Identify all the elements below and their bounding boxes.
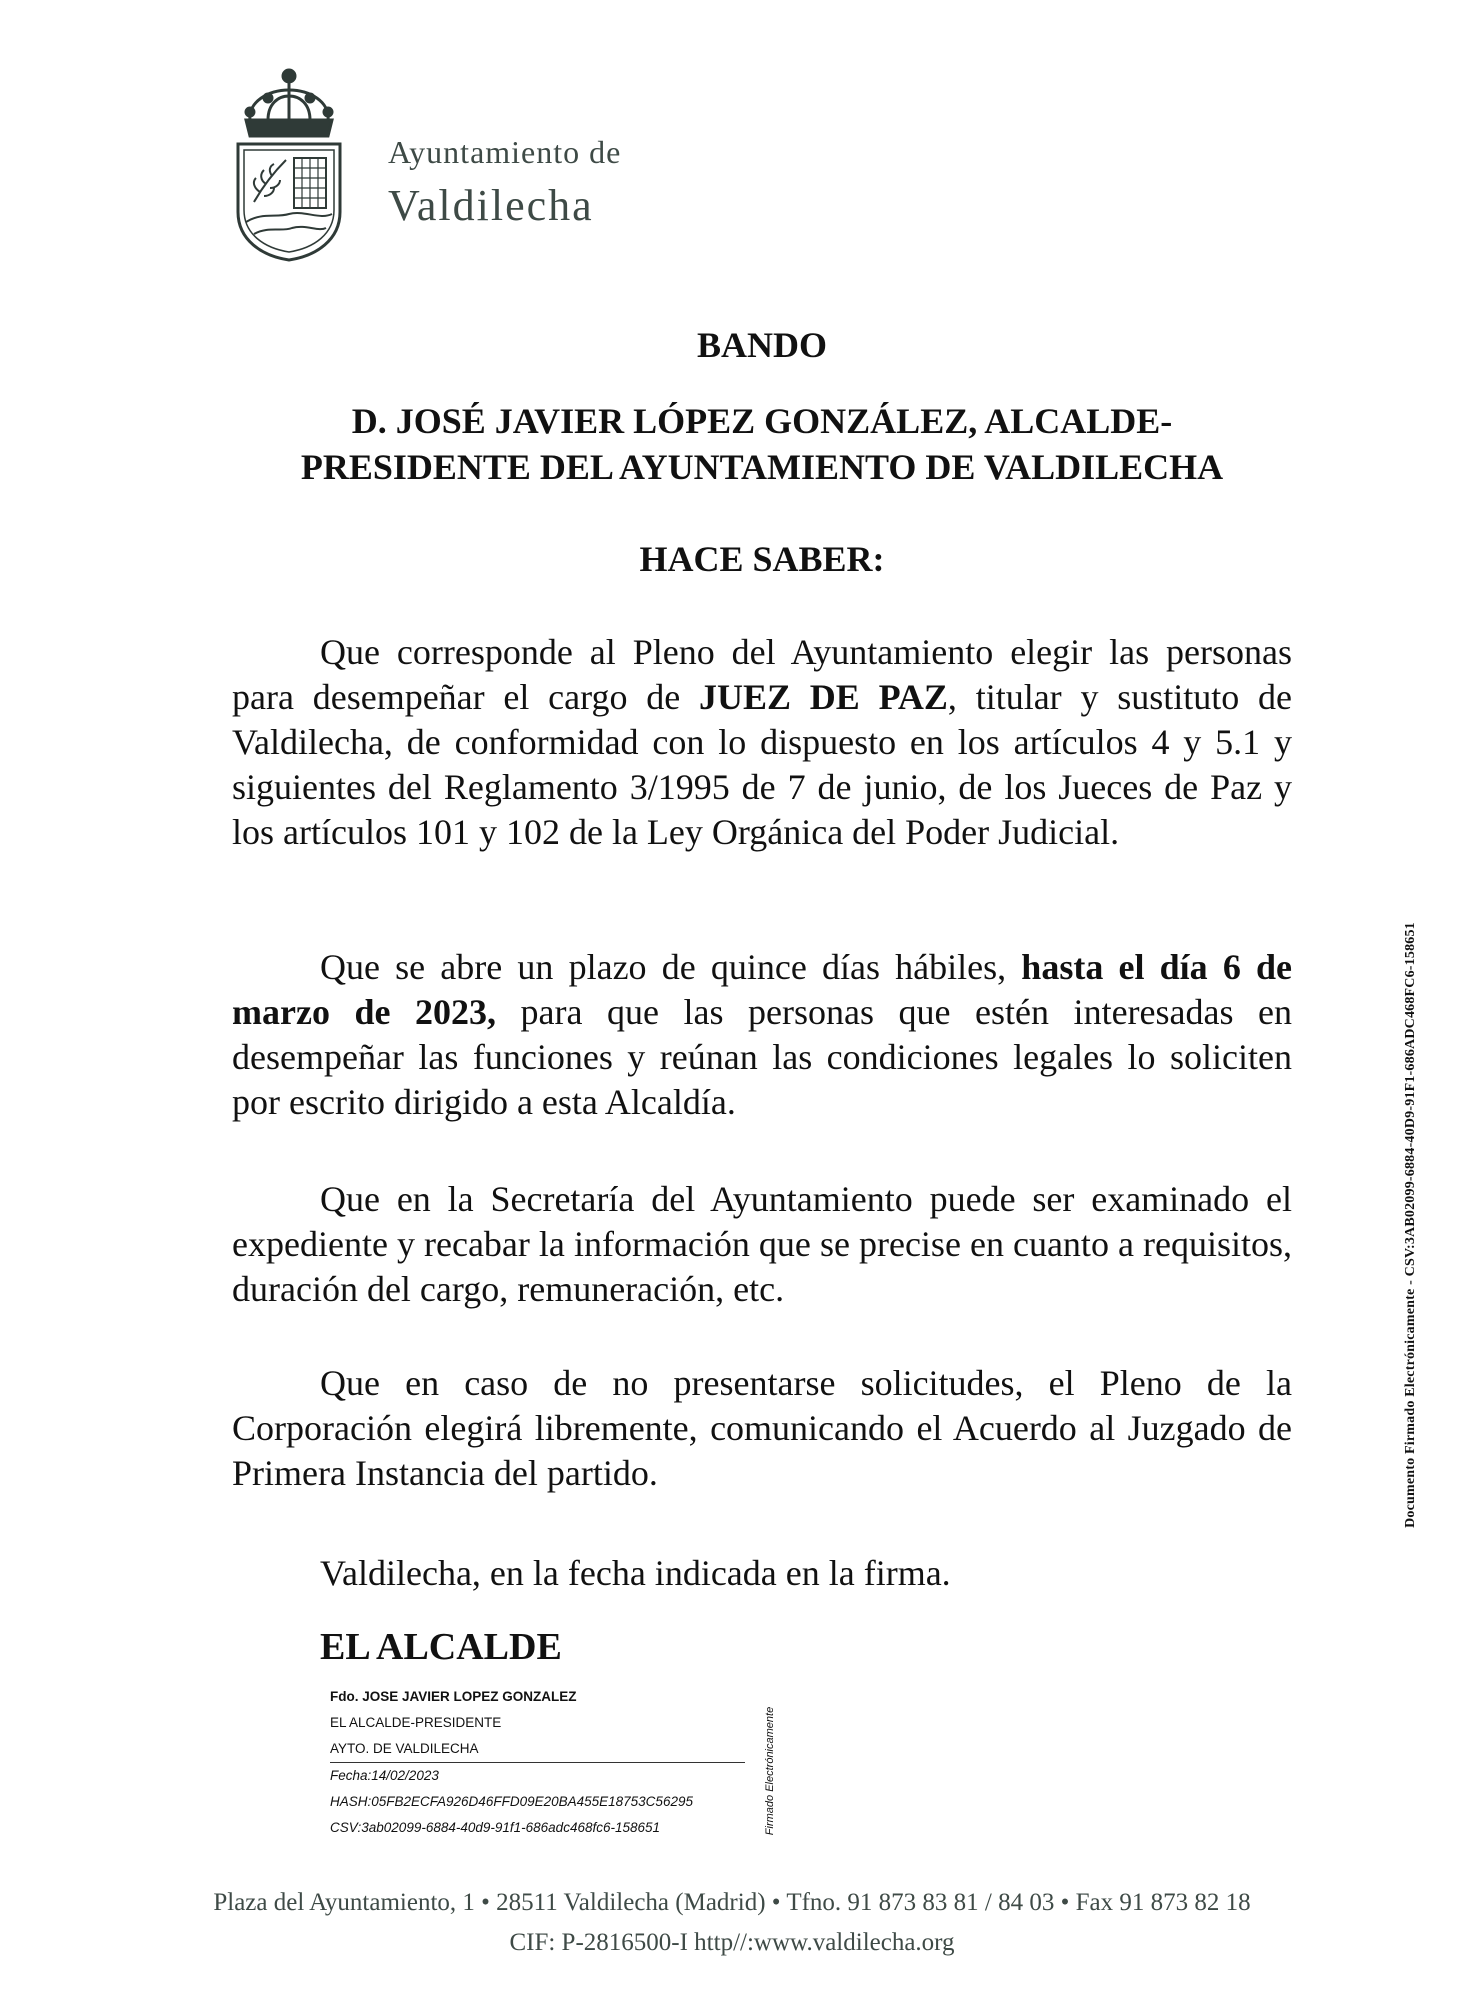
issuer-heading [232,398,1292,490]
signer-title: EL ALCALDE [320,1626,562,1668]
signature-csv: CSV:3ab02099-6884-40d9-91f1-686adc468fc6-158651 [330,1820,661,1835]
paragraph-2-text-a: Que se abre un plazo de quince días hábiles, [320,947,1022,987]
crest-icon [228,62,350,262]
document-title: BANDO [696,325,827,365]
place-date [232,1551,1292,1596]
signature-org: AYTO. DE VALDILECHA [330,1736,745,1763]
paragraph-4 [232,1361,1292,1496]
side-verification-text: Documento Firmado Electrónicamente - CSV:3AB02099-6884-40D9-91F1-686ADC468FC6-158651 [1403,922,1418,1528]
issuer-line2: PRESIDENTE DEL AYUNTAMIENTO DE VALDILECHA [300,447,1224,487]
electronic-signature-block [330,1684,750,1841]
signature-hash: HASH:05FB2ECFA926D46FFD09E20BA455E18753C56295 [330,1794,693,1809]
paragraph-3 [232,1177,1292,1312]
footer-cif-web: CIF: P-2816500-I http//:www.valdilecha.org [509,1929,955,1956]
footer-address: Plaza del Ayuntamiento, 1 • 28511 Valdilecha (Madrid) • Tfno. 91 873 83 81 / 84 03 • Fax 91 873 82 18 [213,1889,1251,1916]
signature-date: Fecha:14/02/2023 [330,1768,439,1783]
hace-saber-heading: HACE SABER: [639,539,885,579]
header-org-line2: Valdilecha [388,181,594,230]
paragraph-1 [232,630,1292,855]
paragraph-2-text-b: para que las personas que estén interesadas en desempeñar las funciones y reúnan las condiciones legales lo soliciten por escrito dirigido a esta Alcaldía. [232,992,1292,1122]
paragraph-1-bold: JUEZ DE PAZ [699,677,948,717]
paragraph-2 [232,945,1292,1125]
signature-vertical-text: Firmado Electrónicamente [764,1706,776,1836]
place-date-text: Valdilecha, en la fecha indicada en la firma. [320,1553,951,1593]
signature-role: EL ALCALDE-PRESIDENTE [330,1715,502,1730]
paragraph-3-text: Que en la Secretaría del Ayuntamiento puede ser examinado el expediente y recabar la información que se precise en cuanto a requisitos, duración del cargo, remuneración, etc. [232,1179,1292,1309]
municipality-header [388,132,621,234]
paragraph-2-bold: hasta el día 6 de marzo de 2023, [232,947,1292,1032]
coat-of-arms-logo [228,62,350,262]
paragraph-1-text-a: Que corresponde al Pleno del Ayuntamiento elegir las personas para desempeñar el cargo de [232,632,1292,717]
signature-signed-by: Fdo. JOSE JAVIER LOPEZ GONZALEZ [330,1689,577,1704]
issuer-line1: D. JOSÉ JAVIER LÓPEZ GONZÁLEZ, ALCALDE- [351,401,1173,441]
paragraph-1-text-b: , titular y sustituto de Valdilecha, de conformidad con lo dispuesto en los artículos 4 y 5.1 y siguientes del Reglamento 3/1995 de 7 de junio, de los Jueces de Paz y los artículos 101 y 102 de la Ley Orgánica del Poder Judicial. [232,677,1293,852]
signature-vertical-label [760,1696,780,1846]
header-org-line1: Ayuntamiento de [388,134,622,170]
side-verification-note [1400,860,1422,1590]
paragraph-4-text: Que en caso de no presentarse solicitudes, el Pleno de la Corporación elegirá libremente, comunicando el Acuerdo al Juzgado de Primera Instancia del partido. [232,1363,1292,1493]
